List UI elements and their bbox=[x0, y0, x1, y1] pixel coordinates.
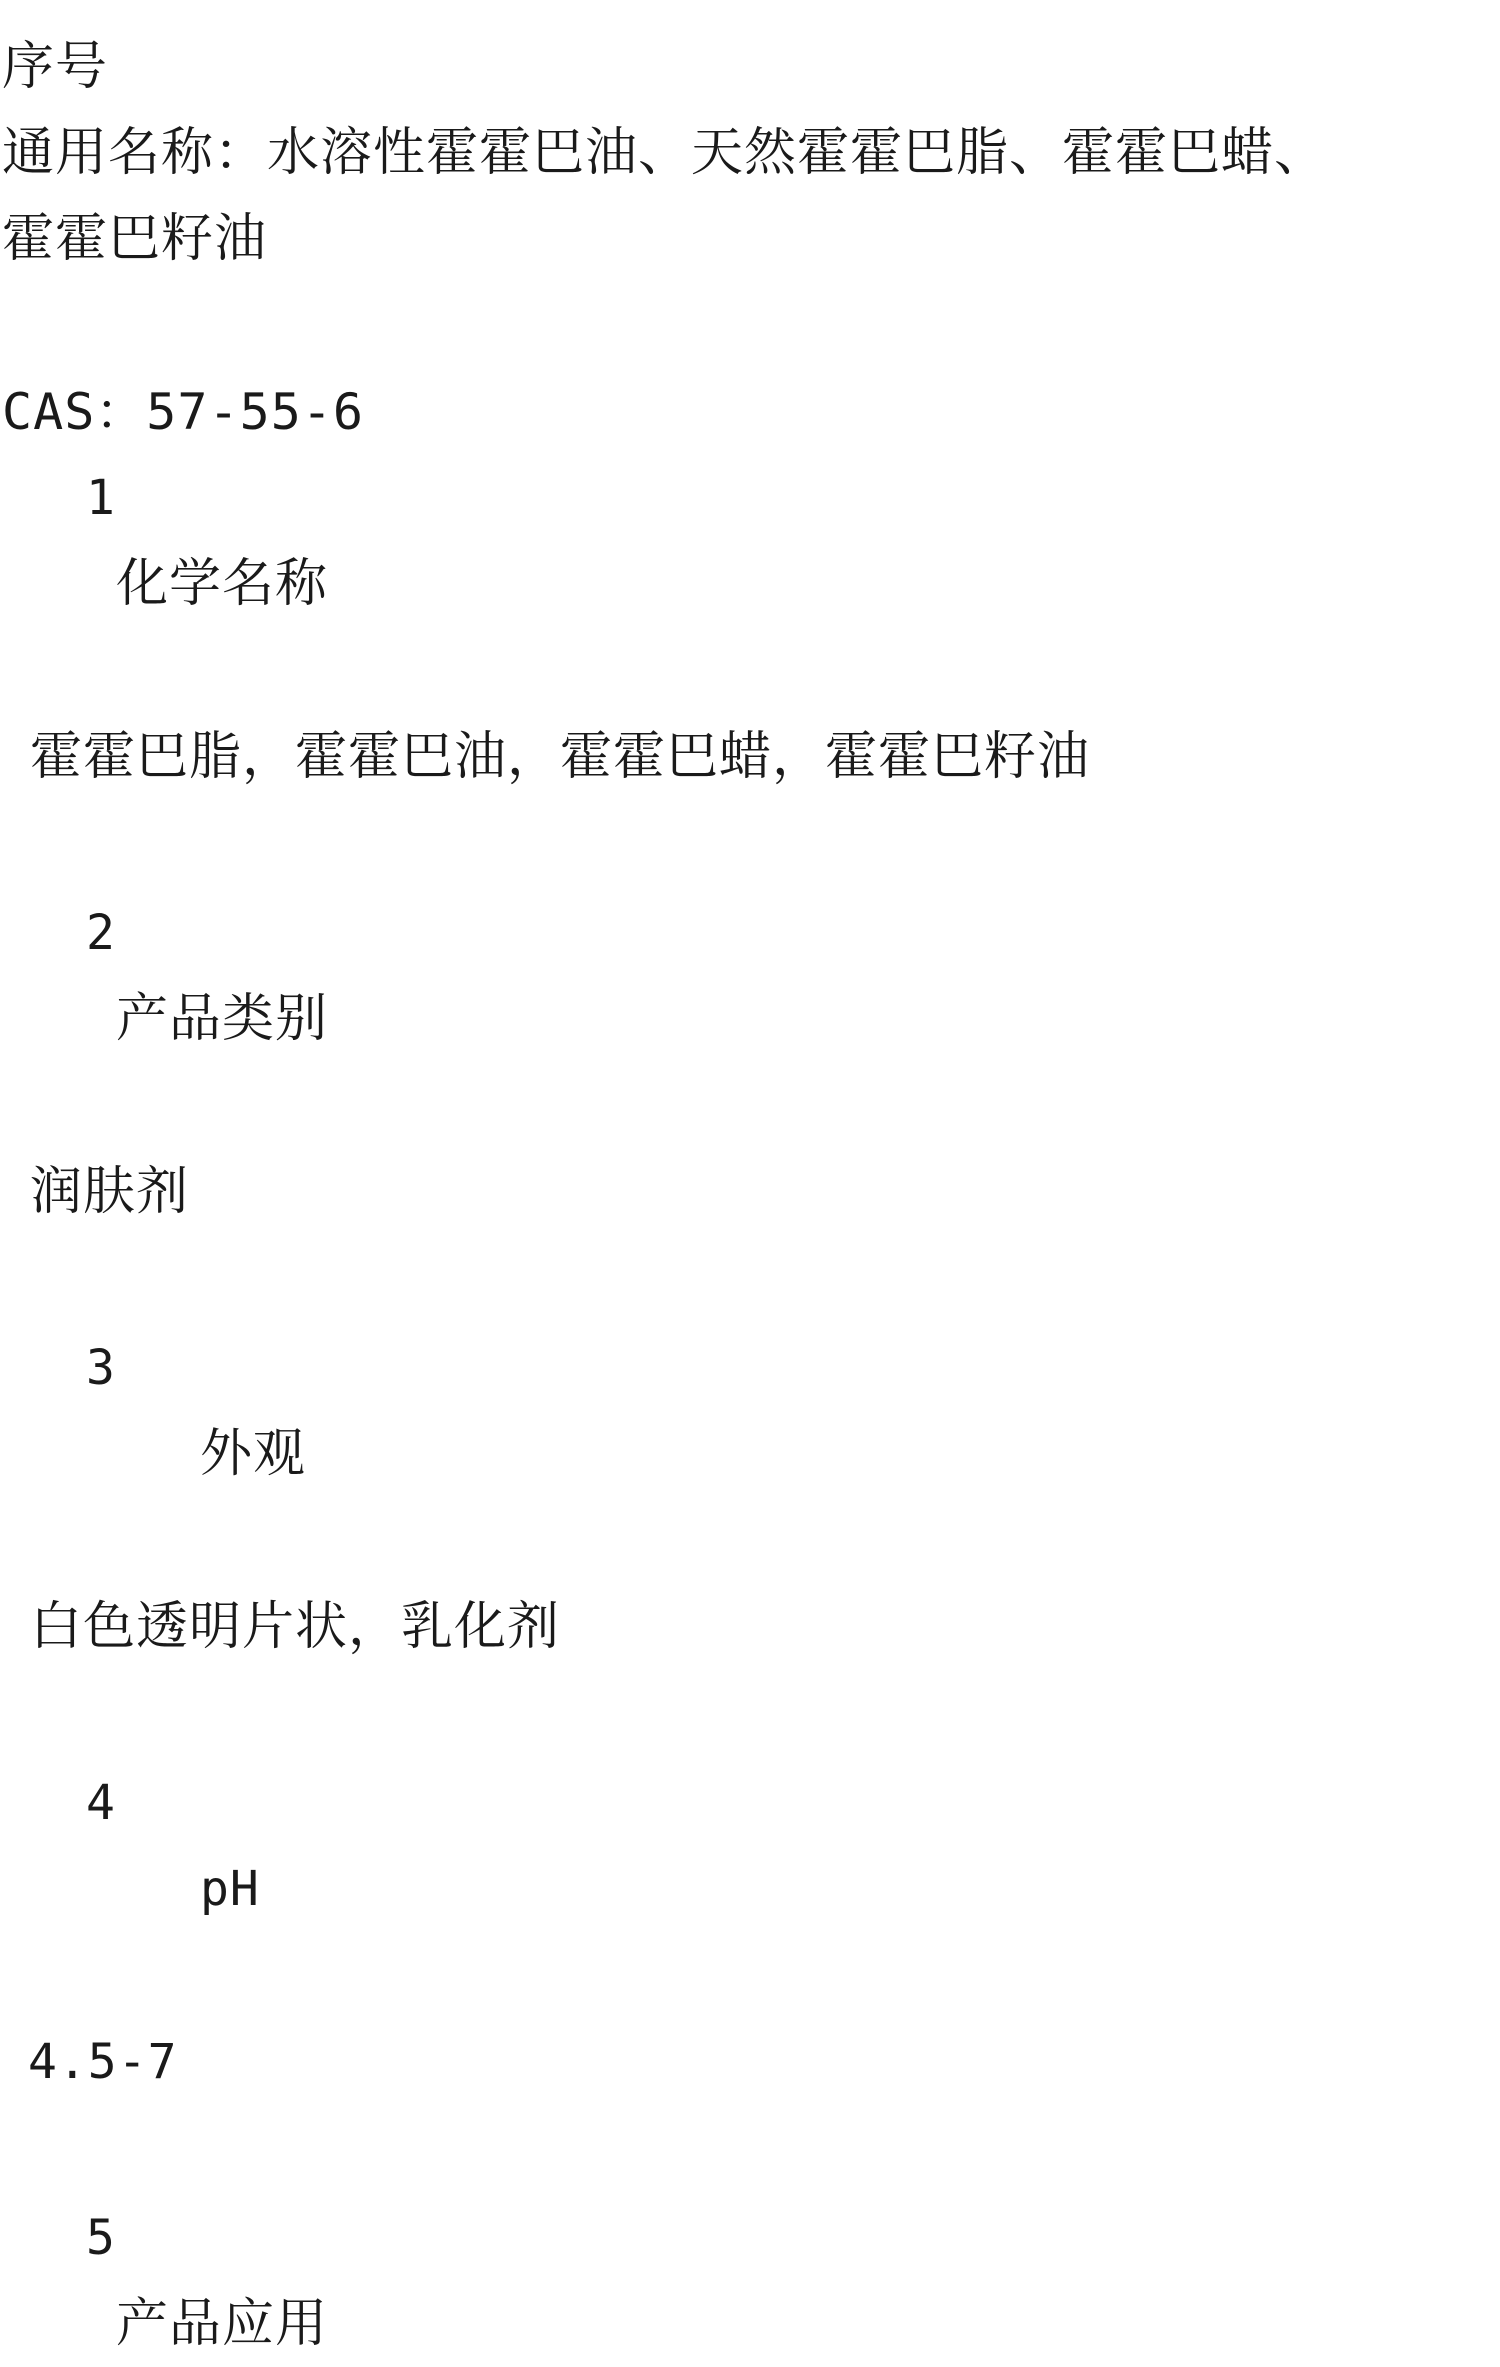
item-number: 1 bbox=[86, 470, 116, 526]
item-label: 产品类别 bbox=[116, 989, 329, 1049]
item-label: 外观 bbox=[200, 1424, 307, 1484]
item-label: pH bbox=[200, 1861, 260, 1917]
cas-number: CAS：57-55-6 bbox=[2, 383, 365, 441]
item-number: 3 bbox=[86, 1340, 116, 1396]
item-value: 润肤剂 bbox=[30, 1162, 190, 1222]
item-label: 产品应用 bbox=[116, 2294, 329, 2354]
common-name-line2: 霍霍巴籽油 bbox=[2, 209, 268, 269]
common-name-line1: 通用名称：水溶性霍霍巴油、天然霍霍巴脂、霍霍巴蜡、 bbox=[2, 123, 1328, 183]
item-label: 化学名称 bbox=[116, 554, 329, 614]
item-value: 白色透明片状，乳化剂 bbox=[30, 1597, 561, 1657]
seq-header: 序号 bbox=[2, 37, 109, 97]
item-value: 4.5-7 bbox=[28, 2034, 178, 2090]
item-number: 4 bbox=[86, 1775, 116, 1831]
item-number: 5 bbox=[86, 2210, 116, 2266]
item-value: 霍霍巴脂，霍霍巴油，霍霍巴蜡，霍霍巴籽油 bbox=[30, 727, 1091, 787]
item-number: 2 bbox=[86, 905, 116, 961]
